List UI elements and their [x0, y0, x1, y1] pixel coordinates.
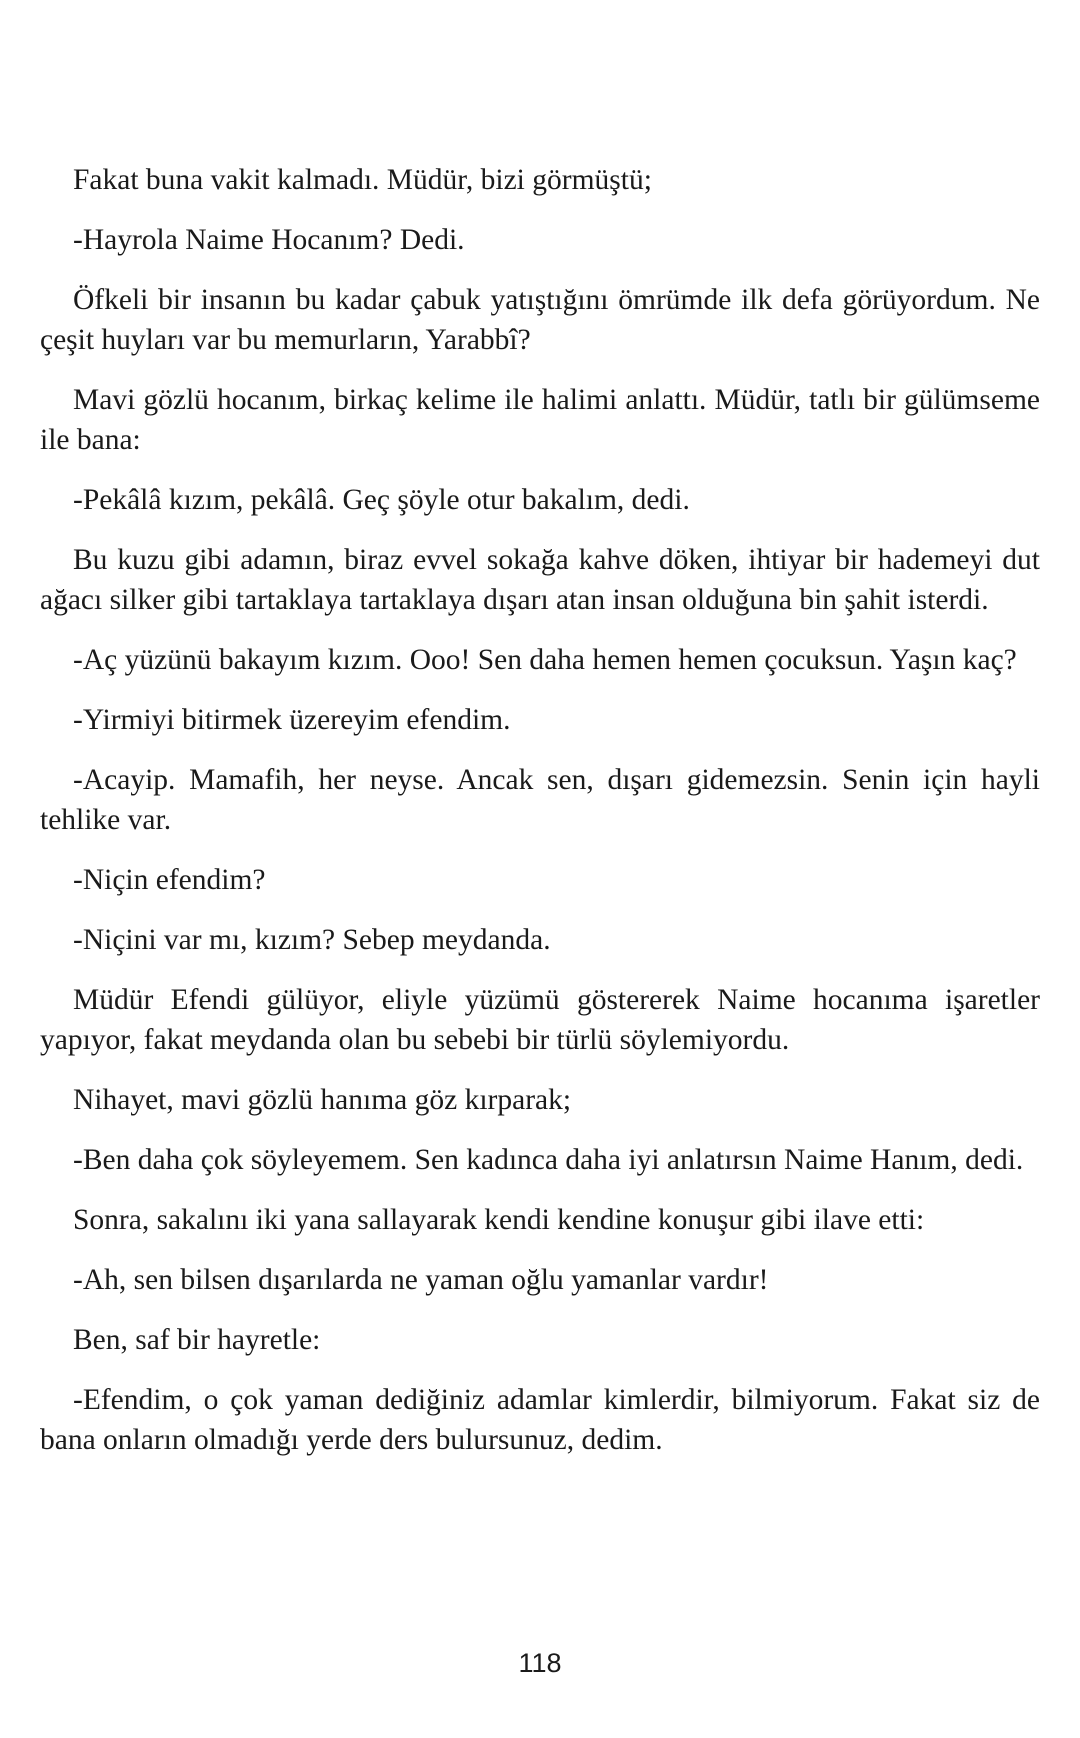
paragraph-17: Ben, saf bir hayretle: — [73, 1324, 321, 1356]
paragraph-15: Sonra, sakalını iki yana sallayarak kendi kendine konuşur gibi ilave etti: — [73, 1204, 925, 1236]
paragraph-12: Müdür Efendi gülüyor, eliyle yüzümü göstererek Naime hocanıma işaretler yapıyor, fakat meydanda olan bu sebebi bir türlü söylemiyordu. — [40, 984, 1040, 1056]
paragraph-1: Fakat buna vakit kalmadı. Müdür, bizi görmüştü; — [73, 164, 652, 196]
page-number: 118 — [518, 1648, 562, 1678]
paragraph-2: -Hayrola Naime Hocanım? Dedi. — [73, 224, 465, 256]
paragraph-10: -Niçin efendim? — [73, 864, 266, 896]
paragraph-8: -Yirmiyi bitirmek üzereyim efendim. — [73, 704, 511, 736]
paragraph-3: Öfkeli bir insanın bu kadar çabuk yatıştığını ömrümde ilk defa görüyordum. Ne çeşit huyları var bu memurların, Yarabbî? — [40, 284, 1040, 356]
paragraph-7: -Aç yüzünü bakayım kızım. Ooo! Sen daha hemen hemen çocuksun. Yaşın kaç? — [73, 644, 1017, 676]
paragraph-5: -Pekâlâ kızım, pekâlâ. Geç şöyle otur bakalım, dedi. — [73, 484, 690, 516]
page-body — [40, 160, 1040, 1480]
paragraph-9: -Acayip. Mamafih, her neyse. Ancak sen, dışarı gidemezsin. Senin için hayli tehlike var. — [40, 764, 1040, 836]
paragraph-6: Bu kuzu gibi adamın, biraz evvel sokağa kahve döken, ihtiyar bir hademeyi dut ağacı silker gibi tartaklaya tartaklaya dışarı atan insan olduğuna bin şahit isterdi. — [40, 544, 1040, 616]
paragraph-18: -Efendim, o çok yaman dediğiniz adamlar kimlerdir, bilmiyorum. Fakat siz de bana onların olmadığı yerde ders bulursunuz, dedim. — [40, 1384, 1040, 1456]
paragraph-11: -Niçini var mı, kızım? Sebep meydanda. — [73, 924, 551, 956]
paragraph-4: Mavi gözlü hocanım, birkaç kelime ile halimi anlattı. Müdür, tatlı bir gülümseme ile bana: — [40, 384, 1040, 456]
paragraph-16: -Ah, sen bilsen dışarılarda ne yaman oğlu yamanlar vardır! — [73, 1264, 769, 1296]
paragraph-13: Nihayet, mavi gözlü hanıma göz kırparak; — [73, 1084, 572, 1116]
paragraph-14: -Ben daha çok söyleyemem. Sen kadınca daha iyi anlatırsın Naime Hanım, dedi. — [73, 1144, 1024, 1176]
